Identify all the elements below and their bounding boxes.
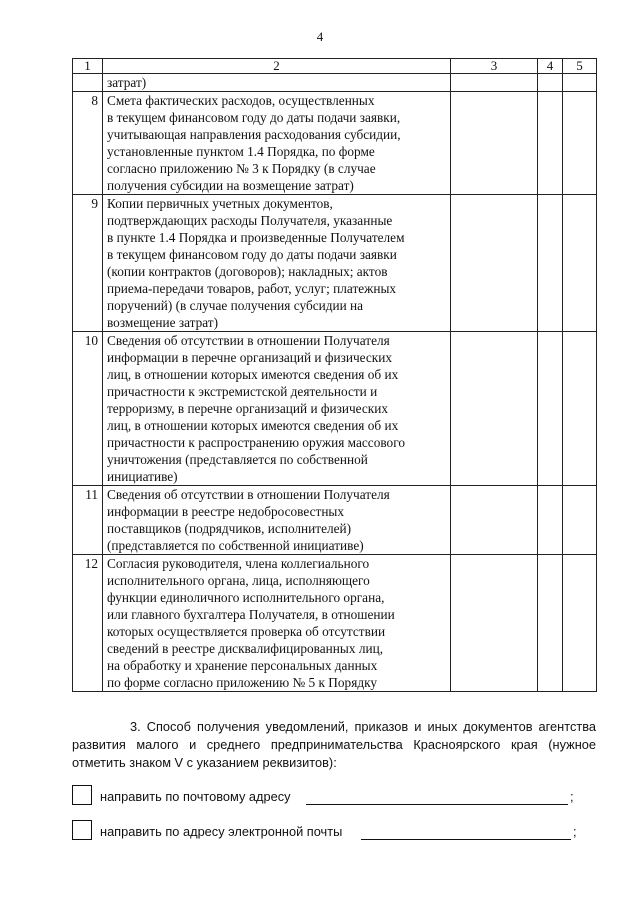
description-line: которых осуществляется проверка об отсутствии (107, 624, 386, 639)
paragraph-text: 3. Способ получения уведомлений, приказов и иных документов агентства развития малого и среднего предпринимательства Красноярского края (нужное отметить знаком V с указанием реквизитов): (72, 719, 596, 770)
description-line: сведений в реестре дисквалифицированных лиц, (107, 641, 384, 656)
column-header: 5 (563, 59, 597, 74)
option-email (72, 820, 596, 842)
table-row (73, 332, 597, 486)
delivery-method-paragraph (72, 718, 596, 772)
col-4-cell (538, 555, 563, 692)
description-line: затрат) (107, 75, 147, 90)
email-address-field[interactable] (361, 839, 571, 840)
col-3-cell (451, 92, 538, 195)
table-row (73, 92, 597, 195)
col-3-cell (451, 74, 538, 92)
row-number: 10 (73, 332, 103, 486)
description-line: получения субсидии на возмещение затрат) (107, 178, 354, 193)
col-5-cell (563, 555, 597, 692)
col-4-cell (538, 195, 563, 332)
col-5-cell (563, 74, 597, 92)
document-description (103, 74, 451, 92)
description-line: Смета фактических расходов, осуществленных (107, 93, 375, 108)
description-line: исполнительного органа, лица, исполняющего (107, 573, 370, 588)
description-line: инициативе) (107, 469, 178, 484)
option-end: ; (573, 824, 577, 839)
description-line: учитывающая направления расходования субсидии, (107, 127, 401, 142)
description-line: или главного бухгалтера Получателя, в отношении (107, 607, 395, 622)
column-header: 4 (538, 59, 563, 74)
description-line: подтверждающих расходы Получателя, указанные (107, 213, 393, 228)
description-line: (копии контрактов (договоров); накладных; актов (107, 264, 388, 279)
description-line: в текущем финансовом году до даты подачи заявки, (107, 110, 401, 125)
email-checkbox[interactable] (72, 820, 92, 840)
row-number (73, 74, 103, 92)
document-description (103, 486, 451, 555)
description-line: поручений) (в случае получения субсидии на (107, 298, 364, 313)
description-line: согласно приложению № 3 к Порядку (в случае (107, 161, 376, 176)
col-5-cell (563, 195, 597, 332)
description-line: уничтожения (представляется по собственной (107, 452, 368, 467)
option-postal (72, 785, 596, 807)
table-header-row (73, 59, 597, 74)
description-line: информации в реестре недобросовестных (107, 504, 345, 519)
description-line: в пункте 1.4 Порядка и произведенные Получателем (107, 230, 405, 245)
col-3-cell (451, 195, 538, 332)
document-description (103, 332, 451, 486)
col-4-cell (538, 332, 563, 486)
row-number: 12 (73, 555, 103, 692)
description-line: возмещение затрат) (107, 315, 219, 330)
document-description (103, 92, 451, 195)
description-line: лиц, в отношении которых имеются сведения об их (107, 418, 399, 433)
col-3-cell (451, 332, 538, 486)
description-line: терроризму, в перечне организаций и физических (107, 401, 389, 416)
row-number: 11 (73, 486, 103, 555)
description-line: информации в перечне организаций и физических (107, 350, 393, 365)
postal-address-field[interactable] (306, 804, 568, 805)
description-line: Сведения об отсутствии в отношении Получателя (107, 333, 390, 348)
table-row (73, 486, 597, 555)
description-line: Копии первичных учетных документов, (107, 196, 333, 211)
col-4-cell (538, 486, 563, 555)
col-5-cell (563, 92, 597, 195)
col-5-cell (563, 486, 597, 555)
col-3-cell (451, 486, 538, 555)
description-line: (представляется по собственной инициативе) (107, 538, 364, 553)
col-3-cell (451, 555, 538, 692)
documents-table (72, 58, 597, 692)
description-line: установленные пунктом 1.4 Порядка, по форме (107, 144, 375, 159)
option-end: ; (570, 789, 574, 804)
description-line: Согласия руководителя, члена коллегиального (107, 556, 370, 571)
description-line: поставщиков (подрядчиков, исполнителей) (107, 521, 352, 536)
document-description (103, 195, 451, 332)
description-line: в текущем финансовом году до даты подачи заявки (107, 247, 397, 262)
description-line: причастности к экстремистской деятельности и (107, 384, 378, 399)
description-line: причастности к распространению оружия массового (107, 435, 405, 450)
page-number: 4 (316, 29, 324, 44)
postal-checkbox[interactable] (72, 785, 92, 805)
col-5-cell (563, 332, 597, 486)
description-line: на обработку и хранение персональных данных (107, 658, 378, 673)
description-line: приема-передачи товаров, работ, услуг; платежных (107, 281, 397, 296)
table-row (73, 555, 597, 692)
row-number: 8 (73, 92, 103, 195)
column-header: 1 (73, 59, 103, 74)
table-row (73, 74, 597, 92)
description-line: Сведения об отсутствии в отношении Получателя (107, 487, 390, 502)
row-number: 9 (73, 195, 103, 332)
option-label: направить по почтовому адресу (100, 789, 291, 804)
table-row (73, 195, 597, 332)
document-description (103, 555, 451, 692)
col-4-cell (538, 92, 563, 195)
column-header: 2 (103, 59, 451, 74)
description-line: по форме согласно приложению № 5 к Порядку (107, 675, 378, 690)
col-4-cell (538, 74, 563, 92)
column-header: 3 (451, 59, 538, 74)
option-label: направить по адресу электронной почты (100, 824, 343, 839)
description-line: функции единоличного исполнительного органа, (107, 590, 385, 605)
description-line: лиц, в отношении которых имеются сведения об их (107, 367, 399, 382)
